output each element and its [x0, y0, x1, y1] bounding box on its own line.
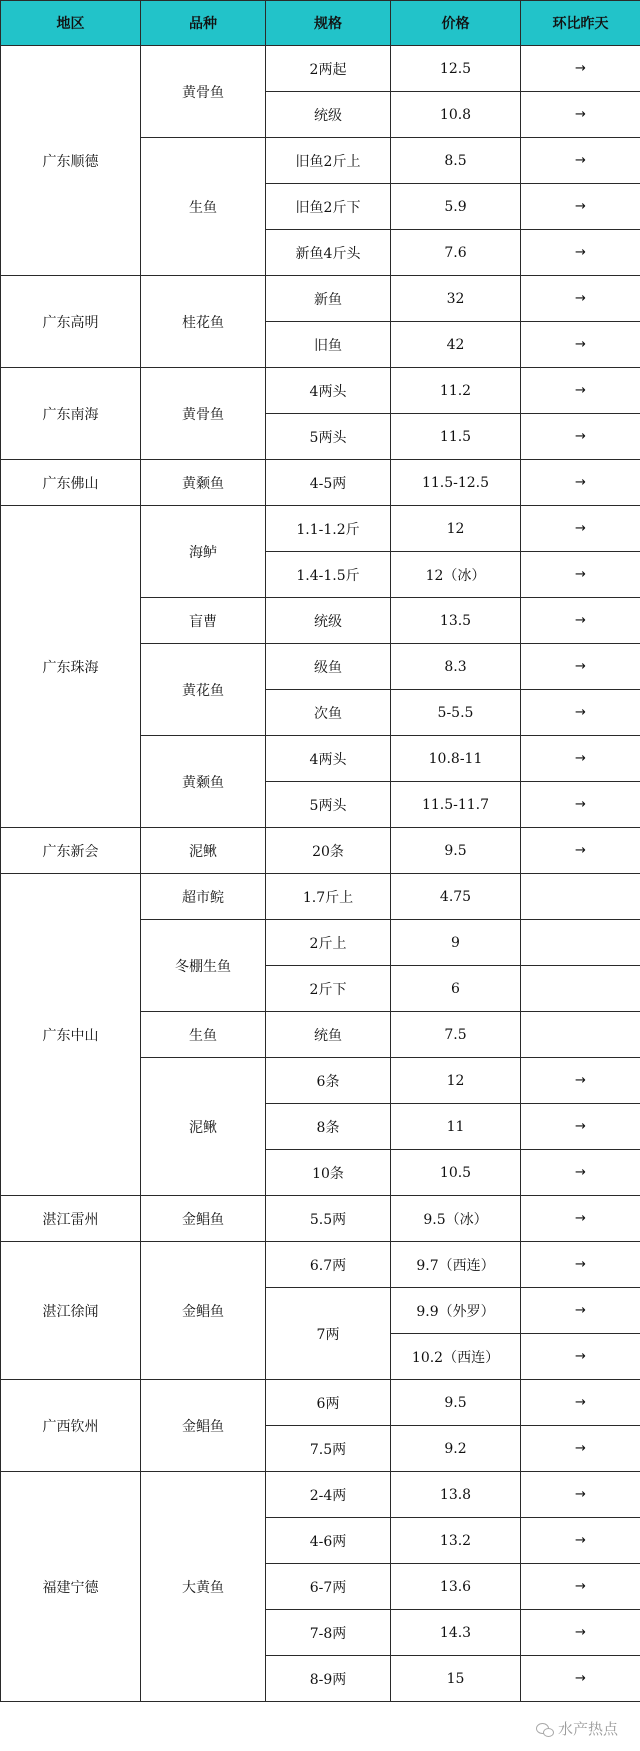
spec-cell: 统级	[266, 598, 391, 644]
trend-cell: →	[521, 322, 640, 368]
price-cell: 12	[391, 1058, 521, 1104]
trend-cell: →	[521, 92, 640, 138]
price-cell: 11.5	[391, 414, 521, 460]
region-cell: 广西钦州	[1, 1380, 141, 1472]
region-cell: 福建宁德	[1, 1472, 141, 1702]
spec-cell: 6条	[266, 1058, 391, 1104]
price-cell: 8.5	[391, 138, 521, 184]
variety-cell: 金鲳鱼	[141, 1380, 266, 1472]
trend-cell: →	[521, 276, 640, 322]
trend-cell: →	[521, 1288, 640, 1334]
spec-cell: 统鱼	[266, 1012, 391, 1058]
spec-cell: 1.1-1.2斤	[266, 506, 391, 552]
trend-cell	[521, 966, 640, 1012]
price-cell: 9	[391, 920, 521, 966]
price-cell: 15	[391, 1656, 521, 1702]
price-cell: 11.5-12.5	[391, 460, 521, 506]
spec-cell: 旧鱼	[266, 322, 391, 368]
price-cell: 13.6	[391, 1564, 521, 1610]
spec-cell: 2斤上	[266, 920, 391, 966]
spec-cell: 统级	[266, 92, 391, 138]
variety-cell: 冬棚生鱼	[141, 920, 266, 1012]
trend-cell: →	[521, 1380, 640, 1426]
trend-cell: →	[521, 1426, 640, 1472]
price-cell: 5.9	[391, 184, 521, 230]
header-variety: 品种	[141, 1, 266, 46]
spec-cell: 新鱼4斤头	[266, 230, 391, 276]
spec-cell: 5两头	[266, 414, 391, 460]
spec-cell: 5.5两	[266, 1196, 391, 1242]
variety-cell: 海鲈	[141, 506, 266, 598]
price-cell: 6	[391, 966, 521, 1012]
trend-cell: →	[521, 368, 640, 414]
price-cell: 5-5.5	[391, 690, 521, 736]
price-cell: 11	[391, 1104, 521, 1150]
price-cell: 10.2（西连）	[391, 1334, 521, 1380]
variety-cell: 黄颡鱼	[141, 460, 266, 506]
spec-cell: 1.7斤上	[266, 874, 391, 920]
variety-cell: 桂花鱼	[141, 276, 266, 368]
spec-cell: 7两	[266, 1288, 391, 1380]
trend-cell: →	[521, 1150, 640, 1196]
price-cell: 10.8	[391, 92, 521, 138]
price-cell: 12	[391, 506, 521, 552]
trend-cell: →	[521, 690, 640, 736]
spec-cell: 8条	[266, 1104, 391, 1150]
spec-cell: 1.4-1.5斤	[266, 552, 391, 598]
trend-cell: →	[521, 184, 640, 230]
price-cell: 10.8-11	[391, 736, 521, 782]
variety-cell: 大黄鱼	[141, 1472, 266, 1702]
trend-cell: →	[521, 1242, 640, 1288]
region-cell: 广东中山	[1, 874, 141, 1196]
trend-cell: →	[521, 1656, 640, 1702]
variety-cell: 泥鳅	[141, 828, 266, 874]
table-row	[1, 276, 640, 322]
trend-cell: →	[521, 1196, 640, 1242]
spec-cell: 次鱼	[266, 690, 391, 736]
trend-cell: →	[521, 1564, 640, 1610]
trend-cell: →	[521, 782, 640, 828]
trend-cell: →	[521, 552, 640, 598]
variety-cell: 生鱼	[141, 138, 266, 276]
price-cell: 12（冰）	[391, 552, 521, 598]
spec-cell: 旧鱼2斤下	[266, 184, 391, 230]
table-row	[1, 1242, 640, 1288]
region-cell: 广东珠海	[1, 506, 141, 828]
spec-cell: 旧鱼2斤上	[266, 138, 391, 184]
table-row	[1, 506, 640, 552]
price-cell: 4.75	[391, 874, 521, 920]
variety-cell: 盲曹	[141, 598, 266, 644]
spec-cell: 6-7两	[266, 1564, 391, 1610]
spec-cell: 4两头	[266, 368, 391, 414]
trend-cell: →	[521, 230, 640, 276]
price-cell: 9.5	[391, 1380, 521, 1426]
watermark-text: 水产热点	[557, 1720, 618, 1738]
region-cell: 湛江徐闻	[1, 1242, 141, 1380]
region-cell: 广东新会	[1, 828, 141, 874]
spec-cell: 20条	[266, 828, 391, 874]
table-row	[1, 1472, 640, 1518]
variety-cell: 黄颡鱼	[141, 736, 266, 828]
spec-cell: 10条	[266, 1150, 391, 1196]
spec-cell: 级鱼	[266, 644, 391, 690]
header-row	[1, 1, 640, 46]
spec-cell: 2两起	[266, 46, 391, 92]
region-cell: 广东南海	[1, 368, 141, 460]
trend-cell: →	[521, 506, 640, 552]
price-cell: 9.5（冰）	[391, 1196, 521, 1242]
table-body	[1, 46, 640, 1702]
price-cell: 12.5	[391, 46, 521, 92]
spec-cell: 5两头	[266, 782, 391, 828]
spec-cell: 4-6两	[266, 1518, 391, 1564]
trend-cell: →	[521, 644, 640, 690]
watermark	[536, 1718, 618, 1739]
variety-cell: 泥鳅	[141, 1058, 266, 1196]
trend-cell: →	[521, 1610, 640, 1656]
table-row	[1, 874, 640, 920]
region-cell: 广东高明	[1, 276, 141, 368]
price-cell: 8.3	[391, 644, 521, 690]
price-cell: 7.5	[391, 1012, 521, 1058]
trend-cell: →	[521, 46, 640, 92]
table-row	[1, 460, 640, 506]
trend-cell: →	[521, 598, 640, 644]
spec-cell: 8-9两	[266, 1656, 391, 1702]
trend-cell: →	[521, 460, 640, 506]
trend-cell: →	[521, 736, 640, 782]
header-region: 地区	[1, 1, 141, 46]
table-row	[1, 46, 640, 92]
price-cell: 9.9（外罗）	[391, 1288, 521, 1334]
price-cell: 32	[391, 276, 521, 322]
trend-cell	[521, 1012, 640, 1058]
spec-cell: 4两头	[266, 736, 391, 782]
spec-cell: 7-8两	[266, 1610, 391, 1656]
variety-cell: 超市鲩	[141, 874, 266, 920]
region-cell: 广东顺德	[1, 46, 141, 276]
price-cell: 42	[391, 322, 521, 368]
variety-cell: 黄骨鱼	[141, 46, 266, 138]
region-cell: 广东佛山	[1, 460, 141, 506]
trend-cell: →	[521, 1104, 640, 1150]
table-row	[1, 1196, 640, 1242]
trend-cell: →	[521, 1334, 640, 1380]
table-row	[1, 1380, 640, 1426]
variety-cell: 黄花鱼	[141, 644, 266, 736]
trend-cell	[521, 920, 640, 966]
trend-cell: →	[521, 1058, 640, 1104]
variety-cell: 生鱼	[141, 1012, 266, 1058]
price-cell: 9.5	[391, 828, 521, 874]
price-cell: 13.2	[391, 1518, 521, 1564]
variety-cell: 黄骨鱼	[141, 368, 266, 460]
spec-cell: 2斤下	[266, 966, 391, 1012]
price-cell: 9.7（西连）	[391, 1242, 521, 1288]
price-cell: 13.5	[391, 598, 521, 644]
trend-cell: →	[521, 414, 640, 460]
trend-cell: →	[521, 828, 640, 874]
spec-cell: 7.5两	[266, 1426, 391, 1472]
spec-cell: 4-5两	[266, 460, 391, 506]
spec-cell: 6两	[266, 1380, 391, 1426]
trend-cell: →	[521, 1518, 640, 1564]
variety-cell: 金鲳鱼	[141, 1196, 266, 1242]
spec-cell: 新鱼	[266, 276, 391, 322]
price-cell: 9.2	[391, 1426, 521, 1472]
price-cell: 11.2	[391, 368, 521, 414]
variety-cell: 金鲳鱼	[141, 1242, 266, 1380]
table-row	[1, 828, 640, 874]
price-cell: 11.5-11.7	[391, 782, 521, 828]
header-trend: 环比昨天	[521, 1, 640, 46]
trend-cell: →	[521, 138, 640, 184]
spec-cell: 2-4两	[266, 1472, 391, 1518]
price-cell: 10.5	[391, 1150, 521, 1196]
trend-cell	[521, 874, 640, 920]
spec-cell: 6.7两	[266, 1242, 391, 1288]
region-cell: 湛江雷州	[1, 1196, 141, 1242]
price-cell: 14.3	[391, 1610, 521, 1656]
header-spec: 规格	[266, 1, 391, 46]
price-cell: 7.6	[391, 230, 521, 276]
header-price: 价格	[391, 1, 521, 46]
trend-cell: →	[521, 1472, 640, 1518]
wechat-icon	[536, 1722, 554, 1736]
table-row	[1, 368, 640, 414]
price-cell: 13.8	[391, 1472, 521, 1518]
